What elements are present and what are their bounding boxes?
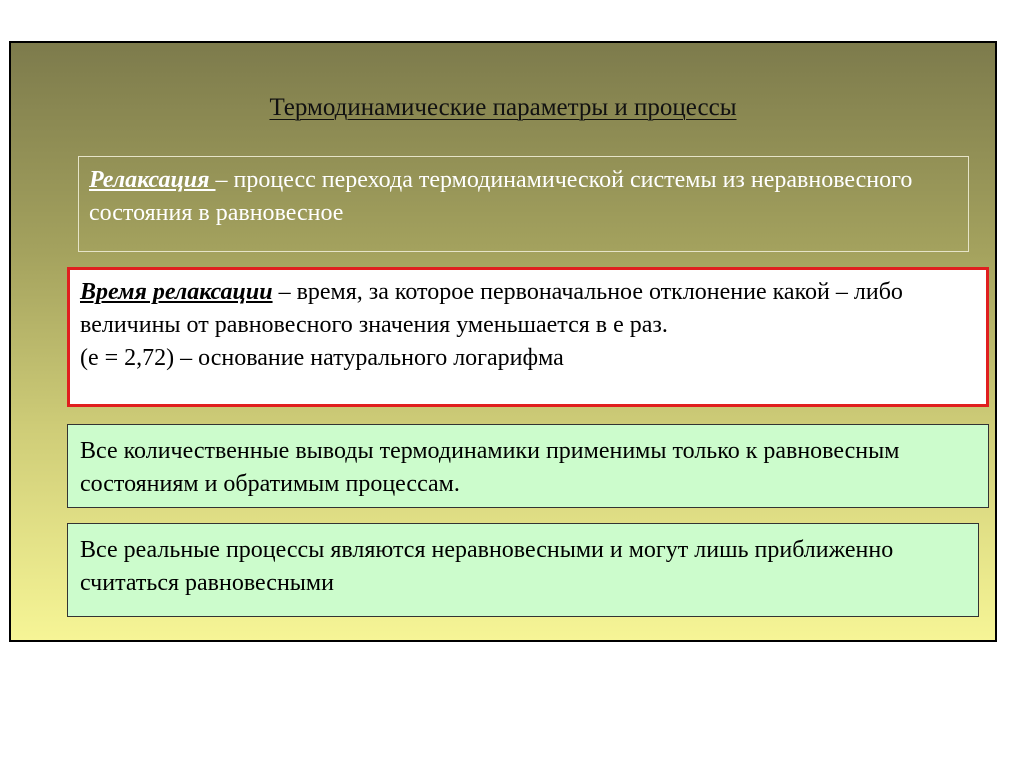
- slide: [9, 41, 997, 642]
- relaxation-time-box: [67, 267, 989, 407]
- relaxation-time-term: Время релаксации: [80, 279, 273, 305]
- quantitative-conclusions-text: Все количественные выводы термодинамики применимы только к равновесным состояниям и обратимым процессам.: [80, 438, 900, 497]
- euler-number-note: (е = 2,72) – основание натурального логарифма: [80, 345, 564, 371]
- relaxation-time-definition: – время, за которое первоначальное отклонение какой – либо величины от равновесного значения уменьшается в е раз.: [80, 279, 903, 338]
- real-processes-text: Все реальные процессы являются неравновесными и могут лишь приближенно считаться равновесными: [80, 537, 894, 596]
- slide-title: Термодинамические параметры и процессы: [269, 94, 737, 121]
- real-processes-box: [67, 523, 979, 617]
- quantitative-conclusions-box: [67, 424, 989, 508]
- relaxation-definition: – процесс перехода термодинамической системы из неравновесного состояния в равновесное: [89, 167, 913, 226]
- relaxation-term: Релаксация: [89, 167, 216, 193]
- relaxation-definition-box: [78, 156, 969, 252]
